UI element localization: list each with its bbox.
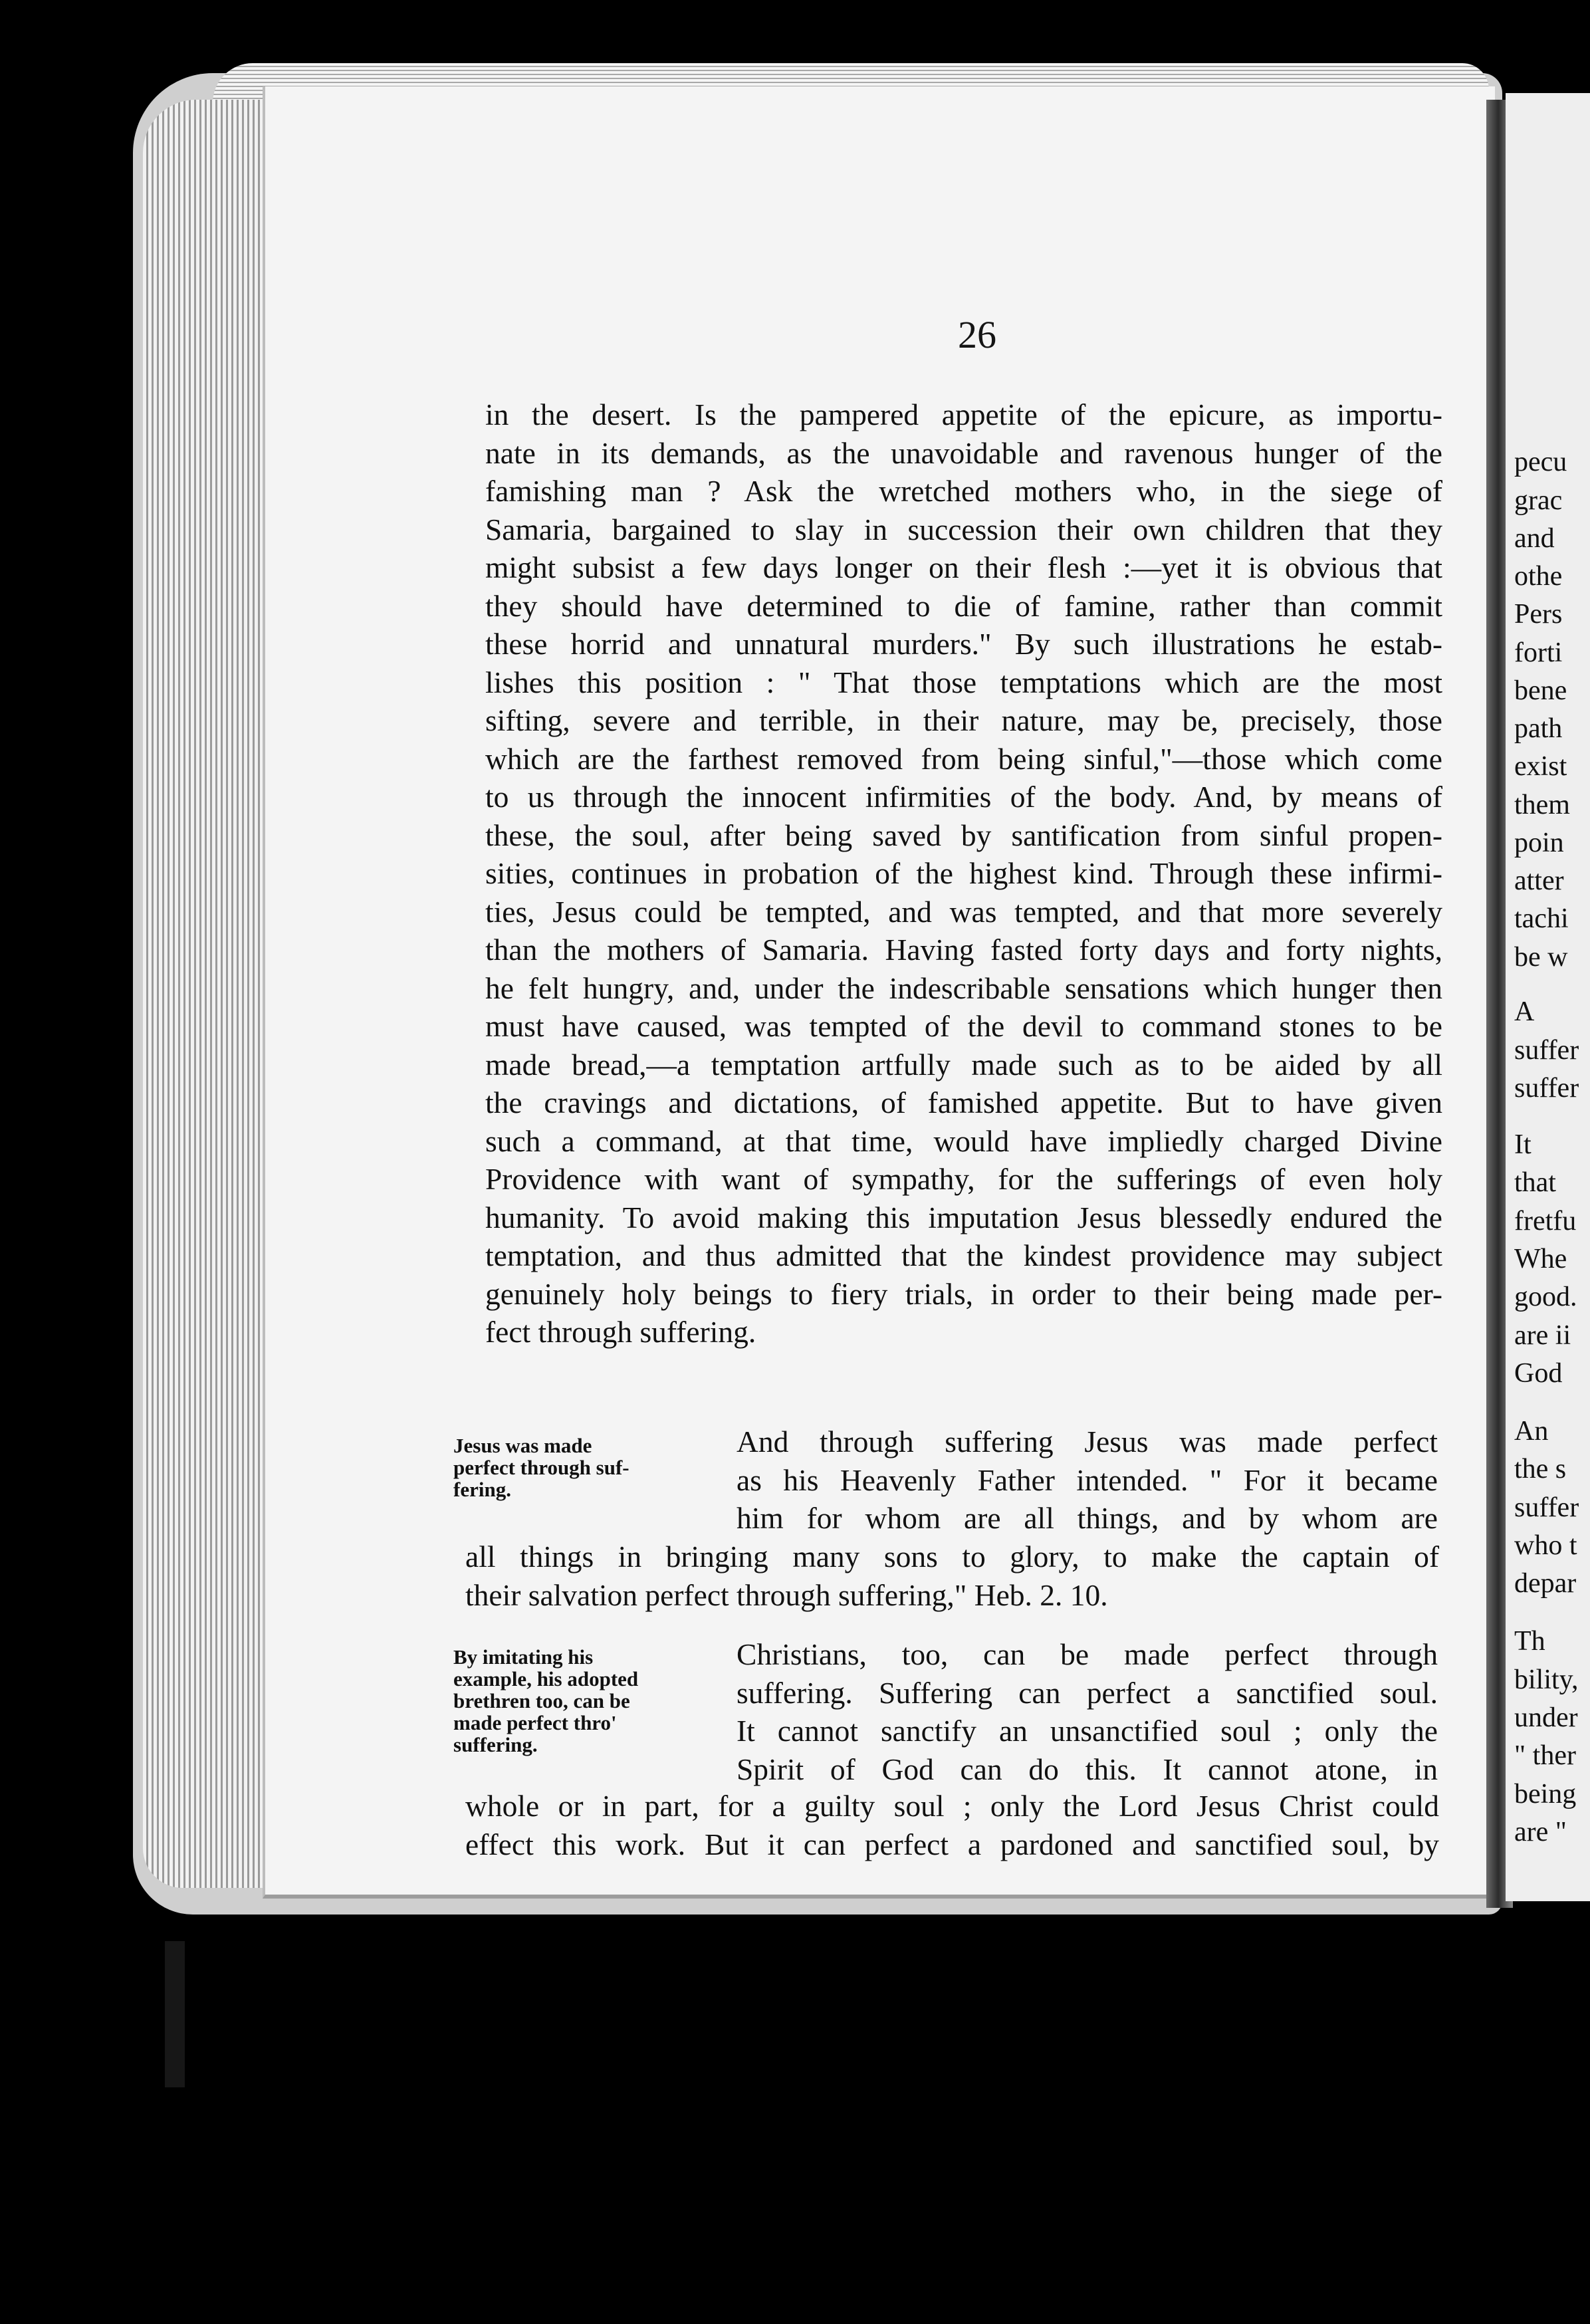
paragraph-indented [737, 1423, 1438, 1538]
text-line: nate in its demands, as the unavoidable and ravenous hunger of the [485, 435, 1442, 470]
margin-note-line: perfect through suf- [453, 1456, 629, 1479]
text-line: lishes this position : " That those temptations which are the most [485, 665, 1442, 699]
text-line: Christians, too, can be made perfect through [737, 1637, 1438, 1671]
right-page-fragment: Pers [1514, 599, 1563, 630]
margin-note [453, 1646, 719, 1756]
margin-note-line: example, his adopted [453, 1667, 639, 1690]
right-page-fragment: suffer [1514, 1035, 1579, 1066]
edge-stain [165, 1941, 185, 2087]
margin-note-line: Jesus was made [453, 1434, 592, 1457]
right-page-fragment: It [1514, 1129, 1532, 1160]
right-page-fragment: God [1514, 1358, 1563, 1389]
right-page-fragment: them [1514, 790, 1570, 820]
right-page-fragment: tachi [1514, 903, 1569, 934]
right-page-fragment: othe [1514, 561, 1563, 592]
right-page-fragment: forti [1514, 638, 1563, 668]
right-page-fragment: exist [1514, 751, 1567, 782]
right-page-fragment: are ii [1514, 1320, 1571, 1351]
text-line: all things in bringing many sons to glory, to make the captain of [465, 1540, 1439, 1573]
text-line: It cannot sanctify an unsanctified soul ; only the [737, 1714, 1438, 1748]
right-page-fragment: depar [1514, 1568, 1577, 1599]
margin-note-line: made perfect thro' [453, 1711, 617, 1734]
right-page-fragment: A [1514, 996, 1535, 1027]
text-line: Samaria, bargained to slay in succession their own children that they [485, 512, 1442, 546]
right-page-fragment: Whe [1514, 1244, 1567, 1274]
right-page-fragment: good. [1514, 1282, 1577, 1312]
text-line: suffering. Suffering can perfect a sanctified soul. [737, 1675, 1438, 1710]
text-line: And through suffering Jesus was made perfect [737, 1425, 1438, 1458]
text-line: genuinely holy beings to fiery trials, in order to their being made per- [485, 1276, 1442, 1311]
right-page-fragment: being [1514, 1779, 1577, 1809]
text-line: these, the soul, after being saved by santification from sinful propen- [485, 818, 1442, 852]
page-number: 26 [958, 313, 996, 356]
text-line: such a command, at that time, would have impliedly charged Divine [485, 1123, 1442, 1158]
right-page-fragment: and [1514, 523, 1555, 554]
right-page-fragment: suffer [1514, 1492, 1579, 1523]
text-line: fect through suffering. [485, 1315, 756, 1349]
text-line: must have caused, was tempted of the devil to command stones to be [485, 1009, 1442, 1043]
text-line: effect this work. But it can perfect a pardoned and sanctified soul, by [465, 1827, 1439, 1861]
paragraph-continued [465, 1538, 1439, 1614]
right-page-fragment: atter [1514, 866, 1564, 896]
right-page-fragment: fretfu [1514, 1206, 1577, 1236]
text-line: as his Heavenly Father intended. " For it became [737, 1462, 1438, 1497]
paragraph-indented [737, 1635, 1438, 1788]
text-line: whole or in part, for a guilty soul ; only the Lord Jesus Christ could [465, 1789, 1439, 1823]
text-line: him for whom are all things, and by whom are [737, 1501, 1438, 1535]
right-page-fragment: poin [1514, 828, 1564, 858]
text-line: temptation, and thus admitted that the kindest providence may subject [485, 1238, 1442, 1272]
right-page-fragment: path [1514, 713, 1563, 744]
margin-note-line: suffering. [453, 1733, 538, 1756]
right-page-fragment: grac [1514, 485, 1563, 516]
right-page-fragment: who t [1514, 1530, 1577, 1561]
text-line: ties, Jesus could be tempted, and was tempted, and that more severely [485, 894, 1442, 929]
right-page-fragment: An [1514, 1416, 1549, 1447]
margin-note-line: fering. [453, 1478, 511, 1501]
page-edges-left [143, 100, 263, 1888]
margin-note-line: By imitating his [453, 1645, 594, 1669]
text-line: sities, continues in probation of the highest kind. Through these infirmi- [485, 856, 1442, 890]
margin-note [453, 1435, 719, 1500]
text-line: made bread,—a temptation artfully made such as to be aided by all [485, 1047, 1442, 1082]
right-page-fragment: that [1514, 1167, 1556, 1198]
text-line: humanity. To avoid making this imputation Jesus blessedly endured the [485, 1200, 1442, 1234]
right-page-fragment: " ther [1514, 1740, 1576, 1771]
paragraph-continued [465, 1787, 1439, 1863]
right-page-fragment: are " [1514, 1817, 1567, 1847]
text-line: they should have determined to die of famine, rather than commit [485, 588, 1442, 623]
right-page-fragment: be w [1514, 942, 1568, 973]
margin-note-line: brethren too, can be [453, 1689, 630, 1712]
right-page-fragment: bility, [1514, 1665, 1579, 1695]
paragraph-main [485, 396, 1442, 1351]
right-page-fragment: Th [1514, 1626, 1545, 1657]
text-line: he felt hungry, and, under the indescribable sensations which hunger then [485, 971, 1442, 1005]
right-page-fragment: suffer [1514, 1073, 1579, 1104]
text-line: might subsist a few days longer on their flesh :—yet it is obvious that [485, 550, 1442, 584]
right-page-fragment: under [1514, 1702, 1578, 1733]
text-line: which are the farthest removed from being sinful,"—those which come [485, 741, 1442, 776]
text-line: sifting, severe and terrible, in their nature, may be, precisely, those [485, 703, 1442, 737]
right-page-fragment: bene [1514, 675, 1567, 706]
text-line: to us through the innocent infirmities of the body. And, by means of [485, 780, 1442, 814]
text-line: Providence with want of sympathy, for the sufferings of even holy [485, 1162, 1442, 1196]
text-line: the cravings and dictations, of famished appetite. But to have given [485, 1086, 1442, 1119]
text-line: these horrid and unnatural murders." By such illustrations he estab- [485, 627, 1442, 661]
text-line: Spirit of God can do this. It cannot atone, in [737, 1752, 1438, 1786]
text-line: their salvation perfect through suffering," Heb. 2. 10. [465, 1577, 1108, 1612]
right-page-fragment: pecu [1514, 447, 1567, 477]
text-line: in the desert. Is the pampered appetite of the epicure, as importu- [485, 398, 1442, 431]
right-page-fragment: the s [1514, 1454, 1567, 1484]
text-line: than the mothers of Samaria. Having fasted forty days and forty nights, [485, 933, 1442, 967]
text-line: famishing man ? Ask the wretched mothers who, in the siege of [485, 474, 1442, 508]
